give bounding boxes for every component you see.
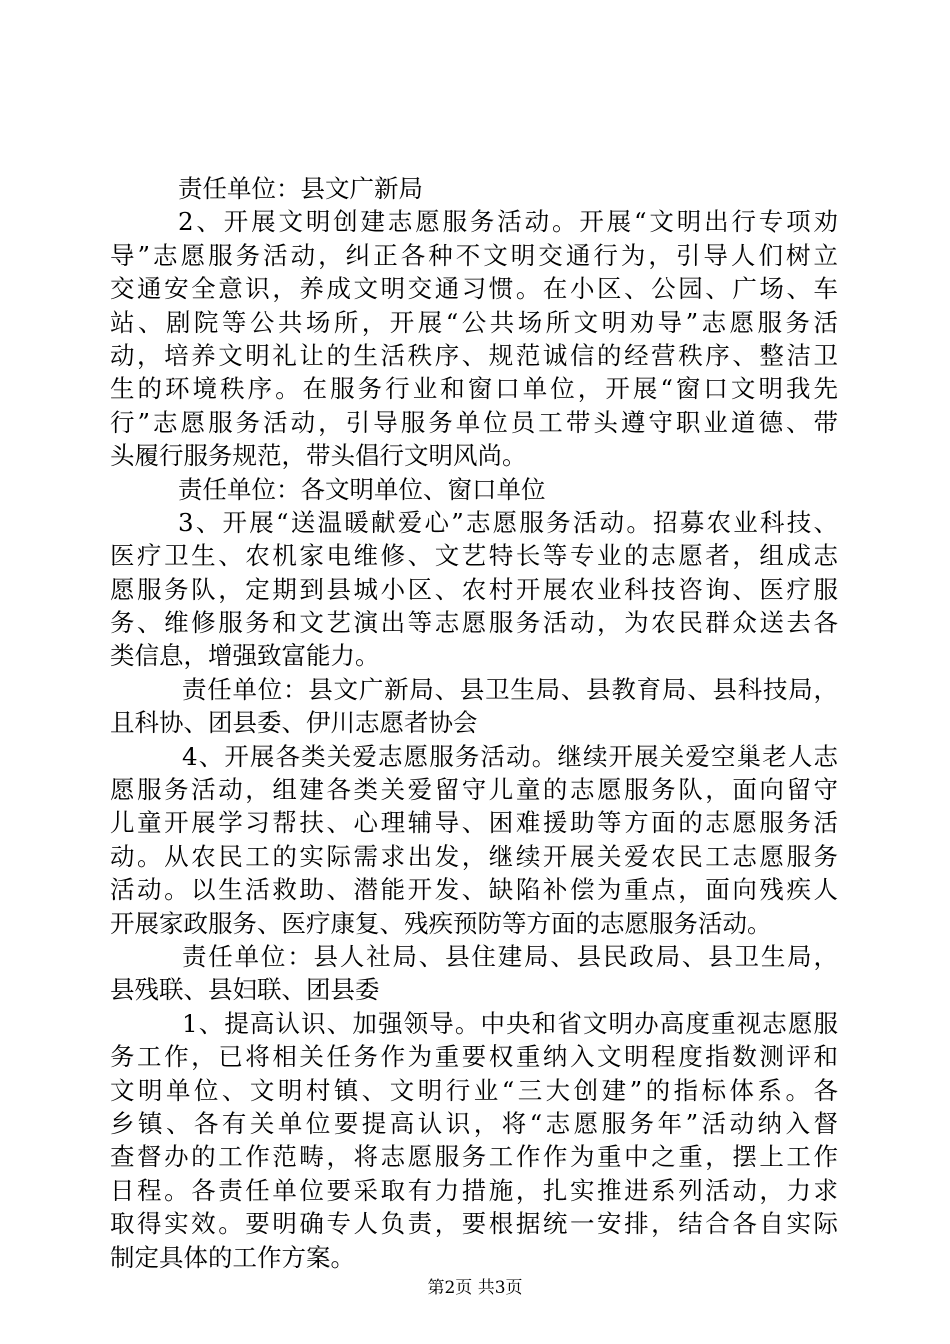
text-line: 取得实效。要明确专人负责，要根据统一安排，结合各自实际 xyxy=(110,1209,838,1239)
text-line: 乡镇、各有关单位要提高认识，将“志愿服务年”活动纳入督 xyxy=(110,1108,838,1138)
text-line: 类信息，增强致富能力。 xyxy=(110,641,380,671)
text-line: 儿童开展学习帮扶、心理辅导、困难援助等方面的志愿服务活 xyxy=(110,808,838,838)
text-line: 务工作，已将相关任务作为重要权重纳入文明程度指数测评和 xyxy=(110,1042,838,1072)
text-line: 责任单位：各文明单位、窗口单位 xyxy=(178,474,546,504)
text-line: 责任单位：县人社局、县住建局、县民政局、县卫生局， xyxy=(182,941,838,971)
page-number-footer: 第2页 共3页 xyxy=(427,1278,523,1298)
text-line: 站、剧院等公共场所，开展“公共场所文明劝导”志愿服务活 xyxy=(110,307,838,337)
text-line: 务、维修服务和文艺演出等志愿服务活动，为农民群众送去各 xyxy=(110,608,838,638)
text-line: 活动。以生活救助、潜能开发、缺陷补偿为重点，面向残疾人 xyxy=(110,875,838,905)
text-line: 县残联、县妇联、团县委 xyxy=(110,975,380,1005)
text-line: 4、开展各类关爱志愿服务活动。继续开展关爱空巢老人志 xyxy=(182,741,838,771)
text-line: 3、开展“送温暖献爱心”志愿服务活动。招募农业科技、 xyxy=(178,507,838,537)
text-line: 导”志愿服务活动，纠正各种不文明交通行为，引导人们树立 xyxy=(110,240,838,270)
text-line: 生的环境秩序。在服务行业和窗口单位，开展“窗口文明我先 xyxy=(110,374,838,404)
text-line: 且科协、团县委、伊川志愿者协会 xyxy=(110,708,478,738)
text-line: 文明单位、文明村镇、文明行业“三大创建”的指标体系。各 xyxy=(110,1075,838,1105)
text-line: 医疗卫生、农机家电维修、文艺特长等专业的志愿者，组成志 xyxy=(110,541,838,571)
document-body xyxy=(110,172,838,1274)
text-line: 2、开展文明创建志愿服务活动。开展“文明出行专项劝 xyxy=(178,207,838,237)
text-line: 日程。各责任单位要采取有力措施，扎实推进系列活动，力求 xyxy=(110,1175,838,1205)
text-line: 责任单位：县文广新局 xyxy=(178,174,423,203)
text-line: 动，培养文明礼让的生活秩序、规范诚信的经营秩序、整洁卫 xyxy=(110,340,838,370)
text-line: 查督办的工作范畴，将志愿服务工作作为重中之重，摆上工作 xyxy=(110,1142,838,1172)
text-line: 1、提高认识、加强领导。中央和省文明办高度重视志愿服 xyxy=(182,1008,838,1038)
text-line: 头履行服务规范，带头倡行文明风尚。 xyxy=(110,441,527,471)
text-line: 开展家政服务、医疗康复、残疾预防等方面的志愿服务活动。 xyxy=(110,908,772,938)
text-line: 行”志愿服务活动，引导服务单位员工带头遵守职业道德、带 xyxy=(110,407,838,437)
text-line: 制定具体的工作方案。 xyxy=(110,1242,355,1272)
text-line: 愿服务队，定期到县城小区、农村开展农业科技咨询、医疗服 xyxy=(110,574,838,604)
text-line: 交通安全意识，养成文明交通习惯。在小区、公园、广场、车 xyxy=(110,274,838,304)
text-line: 愿服务活动，组建各类关爱留守儿童的志愿服务队，面向留守 xyxy=(110,775,838,805)
text-line: 责任单位：县文广新局、县卫生局、县教育局、县科技局， xyxy=(182,674,838,704)
text-line: 动。从农民工的实际需求出发，继续开展关爱农民工志愿服务 xyxy=(110,841,838,871)
